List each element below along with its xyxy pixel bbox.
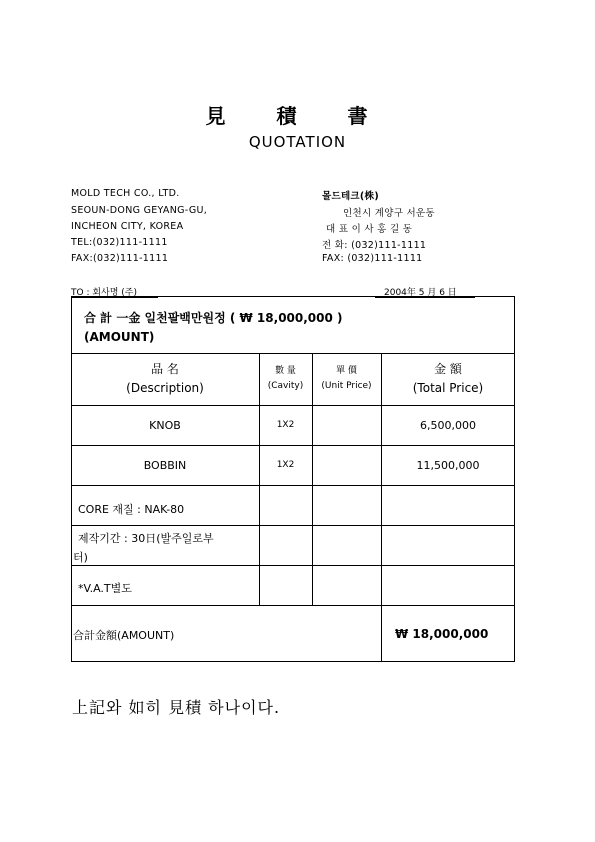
row-2-total: 11,500,000	[416, 458, 480, 472]
supplier-ceo-kr: 대 표 이 사 홍 길 동	[326, 224, 413, 235]
total-amount-label: (AMOUNT)	[84, 330, 155, 344]
row-divider	[71, 605, 515, 606]
header-total-price	[381, 353, 515, 405]
supplier-tel-en: TEL:(032)111-1111	[71, 237, 168, 248]
row-1-unit-price	[312, 405, 381, 445]
supplier-address2-en: INCHEON CITY, KOREA	[71, 221, 184, 232]
header-description-en: (Description)	[126, 381, 204, 395]
quote-date: 2004年 5 月 6 日	[384, 288, 457, 298]
header-cavity	[259, 353, 312, 405]
note-core-material: CORE 재질 : NAK-80	[78, 503, 185, 516]
row-divider	[71, 485, 515, 486]
header-unit-price	[312, 353, 381, 405]
supplier-address-kr: 인천시 계양구 서운동	[343, 208, 435, 219]
supplier-tel-kr: 전 화: (032)111-1111	[322, 240, 427, 251]
header-unit-en: (Unit Price)	[321, 381, 372, 391]
document-title: 見 積 書	[205, 104, 390, 128]
header-total-en: (Total Price)	[412, 381, 484, 395]
closing-statement: 上記와 如히 見積 하나이다.	[72, 698, 281, 717]
header-total-kr: 金 額	[434, 362, 462, 376]
header-description-kr: 品 名	[151, 362, 179, 376]
row-2-unit-price	[312, 445, 381, 485]
row-divider	[71, 565, 515, 566]
row-2-description: BOBBIN	[143, 458, 187, 472]
row-1-total: 6,500,000	[420, 418, 476, 432]
supplier-name-kr: 몰드테크(株)	[322, 191, 379, 202]
supplier-address1-en: SEOUN-DONG GEYANG-GU,	[71, 205, 208, 216]
document-subtitle: QUOTATION	[248, 133, 347, 151]
recipient-to: TO : 회사명 (주)	[71, 288, 137, 298]
total-amount-line: 合 計 一金 일천팔백만원정 ( ₩ 18,000,000 )	[84, 311, 343, 325]
row-1-cavity: 1X2	[276, 420, 295, 430]
note-production-period: 제작기간 : 30日(발주일로부	[78, 532, 214, 545]
supplier-fax-kr: FAX: (032)111-1111	[322, 253, 423, 264]
note-vat: *V.A.T별도	[78, 582, 132, 595]
header-cavity-kr: 數 量	[275, 366, 296, 376]
note-production-period-cont: 터)	[73, 551, 88, 564]
row-1-description: KNOB	[149, 418, 181, 432]
supplier-fax-en: FAX:(032)111-1111	[71, 253, 169, 264]
row-2-cavity: 1X2	[276, 460, 295, 470]
header-description	[71, 353, 259, 405]
supplier-name-en: MOLD TECH CO., LTD.	[71, 188, 180, 199]
header-unit-kr: 單 價	[336, 366, 357, 376]
row-divider	[71, 525, 515, 526]
footer-total-amount: ₩ 18,000,000	[395, 627, 489, 641]
header-cavity-en: (Cavity)	[267, 381, 304, 391]
footer-total-label: 合計金額(AMOUNT)	[73, 629, 175, 642]
